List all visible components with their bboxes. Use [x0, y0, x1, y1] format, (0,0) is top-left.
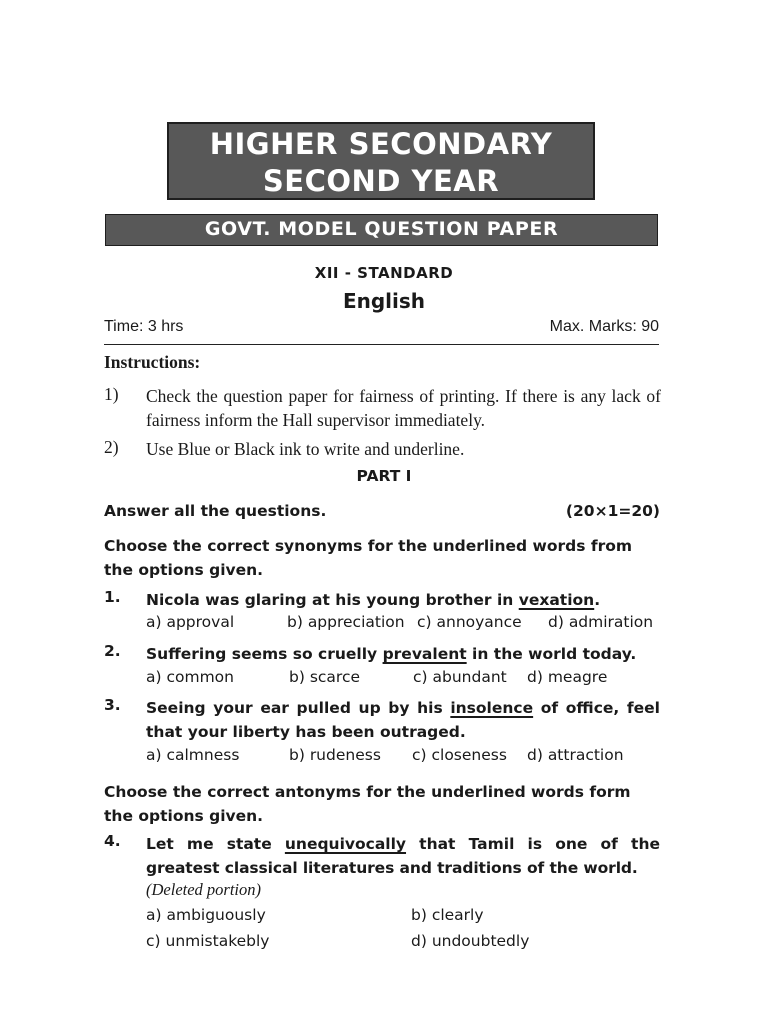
part-title: PART I	[356, 467, 412, 485]
subtitle-banner: GOVT. MODEL QUESTION PAPER	[105, 214, 658, 246]
question-text-post: of office, feel	[533, 699, 660, 717]
question-text-pre: Let me state	[146, 835, 285, 853]
question-text-line-1	[146, 696, 660, 720]
option-a: a) common	[146, 668, 234, 686]
deleted-portion-note: (Deleted portion)	[146, 880, 262, 899]
paper-meta	[104, 318, 659, 336]
time-label: Time: 3 hrs	[104, 318, 184, 335]
option-d: d) meagre	[527, 668, 608, 686]
underlined-word: unequivocally	[284, 835, 407, 853]
option-c: c) abundant	[413, 668, 507, 686]
title-line-1: HIGHER SECONDARY	[209, 127, 553, 161]
option-a: a) ambiguously	[146, 906, 266, 924]
option-c: c) unmistakebly	[146, 932, 270, 950]
question-number: 1.	[104, 588, 121, 606]
title-box	[167, 122, 595, 200]
synonyms-heading: Choose the correct synonyms for the underlined words from the options given.	[104, 537, 633, 579]
subject-label: English	[342, 289, 426, 313]
option-b: b) appreciation	[287, 613, 405, 631]
question-text-post: .	[594, 591, 601, 609]
question-text	[146, 588, 660, 612]
option-d: d) attraction	[527, 746, 624, 764]
question-text	[146, 642, 660, 666]
question-text-line-2: greatest classical literatures and traditions of the world.	[146, 859, 638, 877]
question-text-line-2: that your liberty has been outraged.	[146, 723, 466, 741]
part-directive: Answer all the questions.	[104, 502, 327, 520]
instruction-number: 2)	[104, 437, 119, 457]
underlined-word: prevalent	[382, 645, 467, 663]
part-marks: (20×1=20)	[565, 502, 660, 520]
max-marks-label: Max. Marks: 90	[549, 318, 659, 335]
question-text-pre: Seeing your ear pulled up by his	[146, 699, 451, 717]
question-text-pre: Suffering seems so cruelly	[146, 645, 383, 663]
instruction-text: Use Blue or Black ink to write and underline.	[146, 439, 465, 459]
question-number: 2.	[104, 642, 121, 660]
question-text-post: that Tamil is one of the	[406, 835, 661, 853]
option-b: b) rudeness	[289, 746, 381, 764]
question-text-post: in the world today.	[466, 645, 637, 663]
instruction-number: 1)	[104, 384, 119, 404]
option-a: a) approval	[146, 613, 235, 631]
header-divider	[104, 344, 659, 345]
question-text-pre: Nicola was glaring at his young brother in	[146, 591, 519, 609]
option-a: a) calmness	[146, 746, 240, 764]
question-text-line-1	[146, 832, 660, 856]
question-number: 4.	[104, 832, 121, 850]
title-line-2: SECOND YEAR	[262, 164, 500, 198]
option-c: c) annoyance	[417, 613, 522, 631]
underlined-word: vexation	[518, 591, 595, 609]
option-d: d) admiration	[548, 613, 654, 631]
option-d: d) undoubtedly	[411, 932, 530, 950]
instruction-text: Check the question paper for fairness of printing. If there is any lack of fairness inform the Hall supervisor immediately.	[146, 386, 661, 430]
option-c: c) closeness	[412, 746, 507, 764]
standard-label: XII - STANDARD	[314, 264, 454, 282]
option-b: b) clearly	[411, 906, 484, 924]
underlined-word: insolence	[450, 699, 534, 717]
question-number: 3.	[104, 696, 121, 714]
option-b: b) scarce	[289, 668, 360, 686]
instructions-heading: Instructions:	[104, 352, 201, 372]
antonyms-heading: Choose the correct antonyms for the underlined words form the options given.	[104, 783, 631, 825]
